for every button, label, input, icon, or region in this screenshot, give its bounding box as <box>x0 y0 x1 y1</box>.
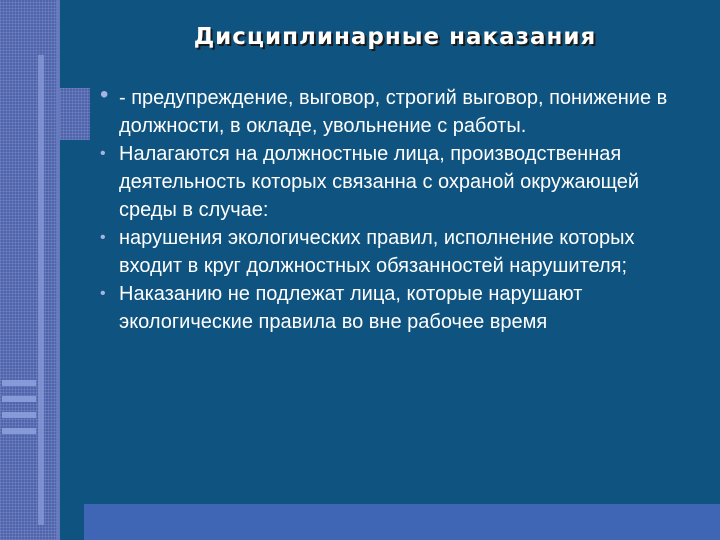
bullet-text: Налагаются на должностные лица, производственная деятельность которых связанна с охраной окружающей среды в случае: <box>119 143 640 221</box>
bullet-dot-icon: • <box>100 229 106 246</box>
left-decorative-strip <box>0 0 60 540</box>
bullet-text: Наказанию не подлежат лица, которые нарушают экологические правила во вне рабочее время <box>119 283 583 333</box>
strip-edge-line <box>56 0 60 540</box>
strip-vertical-line <box>38 55 44 525</box>
bullet-item <box>100 224 700 280</box>
bullet-dot-icon: • <box>100 81 109 108</box>
bullet-list <box>100 81 700 336</box>
bullet-item <box>100 81 700 140</box>
bullet-text: нарушения экологических правил, исполнение которых входит в круг должностных обязанностей нарушителя; <box>119 227 635 277</box>
accent-block <box>60 88 90 140</box>
strip-bar <box>2 412 36 418</box>
strip-bar <box>2 428 36 434</box>
bullet-text: - предупреждение, выговор, строгий выговор, понижение в должности, в окладе, увольнение с работы. <box>119 87 668 137</box>
bottom-band <box>84 504 720 540</box>
bullet-dot-icon: • <box>100 145 106 162</box>
bullet-item <box>100 280 700 336</box>
bullet-item <box>100 140 700 224</box>
slide-title: Дисциплинарные наказания <box>193 24 597 50</box>
bullet-dot-icon: • <box>100 285 106 302</box>
strip-bar <box>2 396 36 402</box>
strip-bar <box>2 380 36 386</box>
